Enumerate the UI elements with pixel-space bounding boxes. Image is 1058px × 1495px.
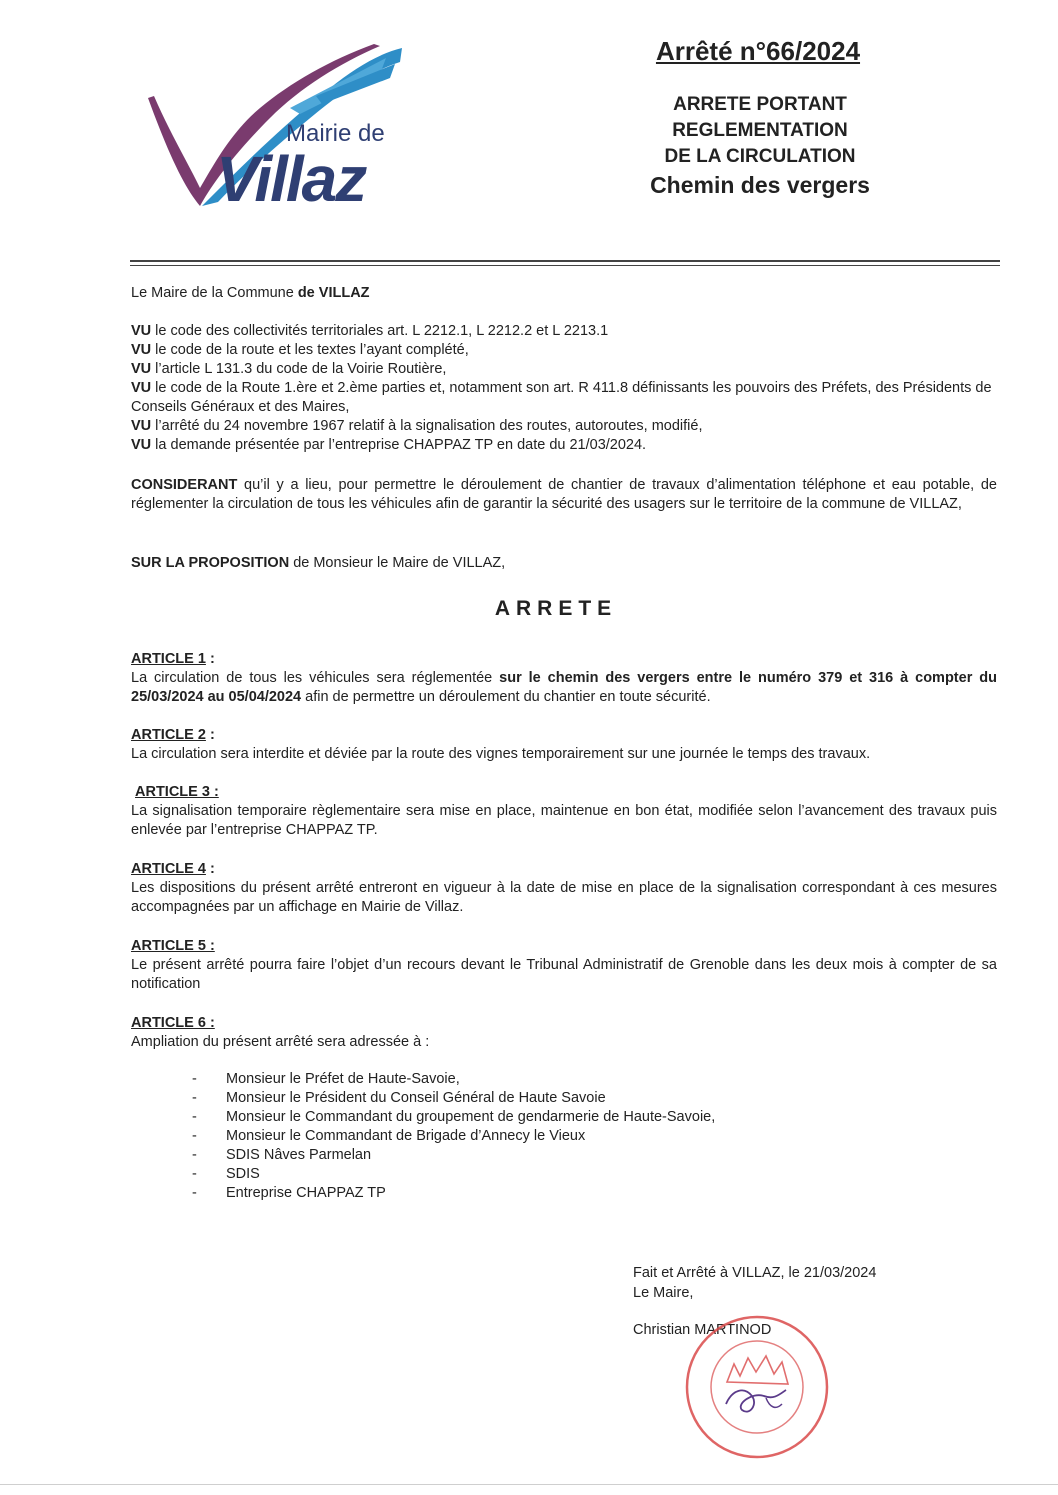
logo-mairie-text: Mairie de bbox=[286, 120, 385, 147]
header-divider-thin bbox=[130, 265, 1000, 266]
article-2-text: La circulation sera interdite et déviée par la route des vignes temporairement sur une journée le temps des travaux. bbox=[131, 746, 871, 762]
article-3 bbox=[131, 783, 997, 840]
considerant-keyword: CONSIDERANT bbox=[131, 477, 238, 493]
vu-list bbox=[131, 322, 997, 455]
article-5-text: Le présent arrêté pourra faire l’objet d’un recours devant le Tribunal Administratif de Grenoble dans les deux mois à compter de sa notification bbox=[131, 957, 997, 992]
article-2: ARTICLE 2 : La circulation sera interdite et déviée par la route des vignes temporairement sur une journée le temps des travaux. bbox=[131, 726, 997, 764]
proposition-keyword: SUR LA PROPOSITION bbox=[131, 555, 290, 571]
arrete-heading: ARRETE bbox=[494, 597, 618, 620]
proposition-text: de Monsieur le Maire de VILLAZ, bbox=[289, 555, 506, 571]
considerant-text: qu’il y a lieu, pour permettre le déroulement de chantier de travaux d’alimentation téléphone et eau potable, de réglementer la circulation de tous les véhicules afin de garantir la sécurité des usagers sur le territoire de la commune de VILLAZ, bbox=[131, 477, 997, 512]
title-line-1: ARRETE PORTANT bbox=[673, 94, 847, 115]
signature-place-date: Fait et Arrêté à VILLAZ, le 21/03/2024 bbox=[633, 1265, 877, 1281]
considerant-paragraph bbox=[131, 476, 997, 514]
logo-villaz-text: Villaz bbox=[216, 143, 366, 215]
vu-item: VU le code des collectivités territoriales art. L 2212.1, L 2212.2 et L 2213.1 bbox=[131, 323, 609, 339]
vu-item: VU la demande présentée par l’entreprise CHAPPAZ TP en date du 21/03/2024. bbox=[131, 437, 647, 453]
signature-role: Le Maire, bbox=[633, 1284, 694, 1301]
title-subtitle: Chemin des vergers bbox=[650, 172, 870, 198]
vu-item: VU l’article L 131.3 du code de la Voirie Routière, bbox=[131, 361, 447, 377]
article-1-bold-text: sur le chemin des vergers entre le numéro 379 et 316 à compter du 25/03/2024 au 05/04/2024 bbox=[131, 670, 997, 705]
ampliation-list bbox=[192, 1070, 715, 1203]
list-item: - SDIS bbox=[192, 1166, 260, 1182]
page-bottom-edge bbox=[0, 1484, 1058, 1485]
intro-prefix: Le Maire de la Commune bbox=[131, 285, 298, 301]
mairie-stamp-icon bbox=[682, 1312, 832, 1462]
vu-item: VU le code de la route et les textes l’ayant complété, bbox=[131, 342, 469, 358]
mairie-logo bbox=[140, 38, 420, 218]
article-6 bbox=[131, 1014, 997, 1052]
header-divider bbox=[130, 260, 1000, 262]
list-item: - SDIS Nâves Parmelan bbox=[192, 1147, 372, 1163]
document-title bbox=[590, 92, 930, 200]
title-line-2: REGLEMENTATION bbox=[672, 120, 848, 141]
article-4-text: Les dispositions du présent arrêté entreront en vigueur à la date de mise en place de la signalisation correspondant à ces mesures accompagnées par un affichage en Mairie de Villaz. bbox=[131, 880, 997, 915]
article-2-title: ARTICLE 2 bbox=[131, 727, 206, 743]
intro-commune: de VILLAZ bbox=[297, 285, 370, 301]
article-4: ARTICLE 4 : Les dispositions du présent arrêté entreront en vigueur à la date de mise en place de la signalisation correspondant à ces mesures accompagnées par un affichage en Mairie de Villaz. bbox=[131, 861, 997, 915]
list-item: - Monsieur le Préfet de Haute-Savoie, bbox=[192, 1071, 460, 1087]
intro-maire bbox=[131, 284, 997, 303]
arrete-number: Arrêté n°66/2024 bbox=[655, 36, 861, 66]
list-item: - Monsieur le Commandant de Brigade d’Annecy le Vieux bbox=[192, 1128, 586, 1144]
list-item: - Monsieur le Président du Conseil Général de Haute Savoie bbox=[192, 1090, 606, 1106]
article-6-title: ARTICLE 6 : bbox=[131, 1015, 215, 1031]
article-3-text: La signalisation temporaire règlementaire sera mise en place, maintenue en bon état, modifiée selon l’avancement des travaux puis enlevée par l’entreprise CHAPPAZ TP. bbox=[131, 803, 997, 838]
article-1: ARTICLE 1 : La circulation de tous les véhicules sera réglementée sur le chemin des vergers entre le numéro 379 et 316 à compter du 25/03/2024 au 05/04/2024 afin de permettre un déroulement du chantier en toute sécurité. bbox=[131, 651, 997, 705]
article-5-title: ARTICLE 5 : bbox=[131, 938, 215, 954]
article-3-title: ARTICLE 3 : bbox=[135, 784, 219, 800]
vu-item: VU le code de la Route 1.ère et 2.ème parties et, notamment son art. R 411.8 définissants les pouvoirs des Préfets, des Présidents de Conseils Généraux et des Maires, bbox=[131, 380, 992, 415]
list-item: - Entreprise CHAPPAZ TP bbox=[192, 1185, 386, 1201]
signature-name: Christian MARTINOD bbox=[633, 1322, 772, 1338]
article-1-title: ARTICLE 1 bbox=[131, 651, 206, 667]
list-item: - Monsieur le Commandant du groupement de gendarmerie de Haute-Savoie, bbox=[192, 1109, 716, 1125]
proposition-paragraph bbox=[131, 554, 997, 573]
article-4-title: ARTICLE 4 bbox=[131, 861, 206, 877]
title-line-3: DE LA CIRCULATION bbox=[664, 146, 856, 167]
article-5 bbox=[131, 937, 997, 994]
article-6-text: Ampliation du présent arrêté sera adressée à : bbox=[131, 1034, 430, 1050]
vu-item: VU l’arrêté du 24 novembre 1967 relatif à la signalisation des routes, autoroutes, modifié, bbox=[131, 418, 703, 434]
